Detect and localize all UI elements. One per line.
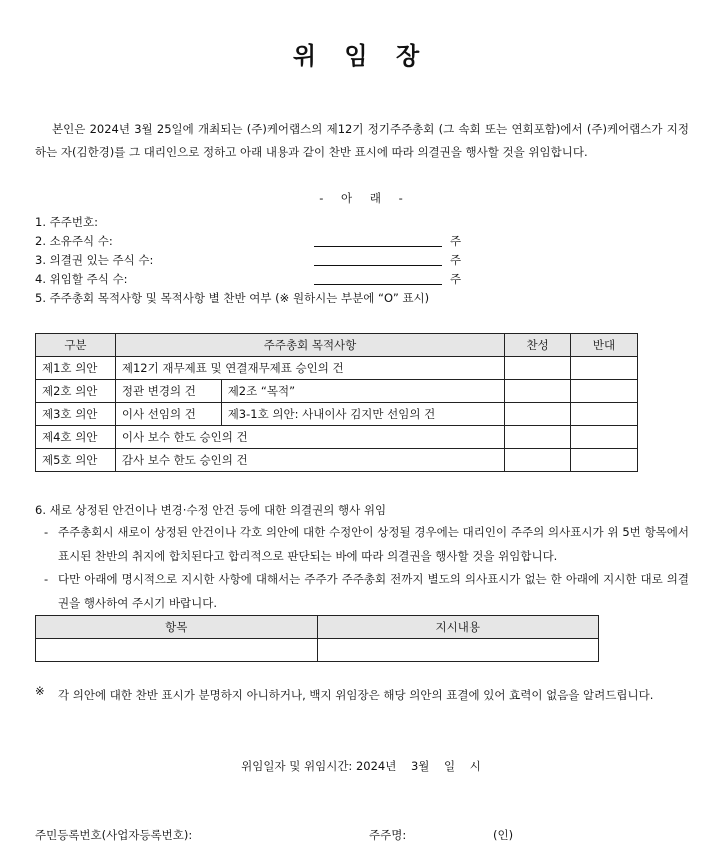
table-row	[36, 449, 638, 472]
id-number-label: 주민등록번호(사업자등록번호):	[35, 828, 193, 842]
item-agenda-vote: 5. 주주총회 목적사항 및 목적사항 별 찬반 여부 (※ 원하시는 부분에 “O” 표시)	[35, 291, 430, 305]
reject-cell[interactable]	[571, 357, 638, 380]
item-delegated-shares: 4. 위임할 주식 수:	[35, 272, 128, 286]
reject-cell[interactable]	[571, 403, 638, 426]
row-subject: 정관 변경의 건	[115, 380, 221, 403]
intro-paragraph: 본인은 2024년 3월 25일에 개최되는 (주)케어랩스의 제12기 정기주주총회 (그 속회 또는 연회포함)에서 (주)케어랩스가 지정하는 자(김한경)를 그 대리인으로 정하고 아래 내용과 같이 찬반 표시에 따라 의결권을 행사할 것을 위임합니다.	[35, 122, 689, 159]
item-cell[interactable]	[36, 639, 318, 662]
row-subject: 제12기 재무제표 및 연결재무제표 승인의 건	[115, 357, 504, 380]
dash-mark: -	[44, 572, 49, 586]
delegation-date: 위임일자 및 위임시간: 2024년 3월 일 시	[241, 759, 481, 773]
reject-cell[interactable]	[571, 380, 638, 403]
agenda-table	[35, 333, 638, 472]
owned-shares-blank[interactable]	[314, 246, 442, 247]
table-row	[36, 380, 638, 403]
row-label: 제1호 의안	[36, 357, 116, 380]
section6-title: 6. 새로 상정된 안건이나 변경·수정 안건 등에 대한 의결권의 행사 위임	[35, 503, 387, 517]
note-text: 각 의안에 대한 찬반 표시가 분명하지 아니하거나, 백지 위임장은 해당 의안의 표결에 있어 효력이 없음을 알려드립니다.	[58, 688, 654, 702]
row-subject: 이사 선임의 건	[115, 403, 221, 426]
col-category: 구분	[36, 334, 116, 357]
row-label: 제4호 의안	[36, 426, 116, 449]
delegated-shares-unit: 주	[450, 272, 462, 286]
owned-shares-unit: 주	[450, 234, 462, 248]
note-mark: ※	[35, 684, 45, 698]
bullet-text: 주주총회시 새로이 상정된 안건이나 각호 의안에 대한 수정안이 상정될 경우에는 대리인이 주주의 의사표시가 위 5번 항목에서 표시된 찬반의 취지에 합치된다고 합리적으로 판단되는 바에 따라 의결권을 행사할 것을 위임합니다.	[58, 525, 689, 563]
approve-cell[interactable]	[505, 449, 571, 472]
approve-cell[interactable]	[505, 403, 571, 426]
item-voting-shares: 3. 의결권 있는 주식 수:	[35, 253, 154, 267]
voting-shares-blank[interactable]	[314, 265, 442, 266]
table-row	[36, 426, 638, 449]
seal-mark: (인)	[493, 828, 514, 842]
dash-mark: -	[44, 525, 49, 539]
item-shareholder-number: 1. 주주번호:	[35, 215, 98, 229]
approve-cell[interactable]	[505, 380, 571, 403]
are-heading: - 아 래 -	[319, 191, 403, 205]
table-row	[36, 403, 638, 426]
approve-cell[interactable]	[505, 426, 571, 449]
col-approve: 찬성	[505, 334, 571, 357]
row-detail: 제3-1호 의안: 사내이사 김지만 선임의 건	[221, 403, 504, 426]
approve-cell[interactable]	[505, 357, 571, 380]
table-row	[36, 357, 638, 380]
item-owned-shares: 2. 소유주식 수:	[35, 234, 113, 248]
instruction-cell[interactable]	[317, 639, 599, 662]
agenda-table-header	[36, 334, 638, 357]
row-label: 제3호 의안	[36, 403, 116, 426]
section6-bullet-2	[44, 567, 689, 615]
row-detail: 제2조 “목적”	[221, 380, 504, 403]
instruction-table-header	[36, 616, 599, 639]
row-subject: 이사 보수 한도 승인의 건	[115, 426, 504, 449]
reject-cell[interactable]	[571, 426, 638, 449]
document-title: 위 임 장	[292, 42, 430, 70]
col-item: 항목	[36, 616, 318, 639]
row-label: 제5호 의안	[36, 449, 116, 472]
col-agenda: 주주총회 목적사항	[115, 334, 504, 357]
instruction-table	[35, 615, 599, 662]
table-row	[36, 639, 599, 662]
col-reject: 반대	[571, 334, 638, 357]
shareholder-name-label: 주주명:	[369, 828, 407, 842]
row-subject: 감사 보수 한도 승인의 건	[115, 449, 504, 472]
section6-bullet-1	[44, 520, 689, 568]
row-label: 제2호 의안	[36, 380, 116, 403]
bullet-text: 다만 아래에 명시적으로 지시한 사항에 대해서는 주주가 주주총회 전까지 별도의 의사표시가 없는 한 아래에 지시한 대로 의결권을 행사하여 주시기 바랍니다.	[58, 572, 689, 610]
col-instruction: 지시내용	[317, 616, 599, 639]
reject-cell[interactable]	[571, 449, 638, 472]
voting-shares-unit: 주	[450, 253, 462, 267]
delegated-shares-blank[interactable]	[314, 284, 442, 285]
